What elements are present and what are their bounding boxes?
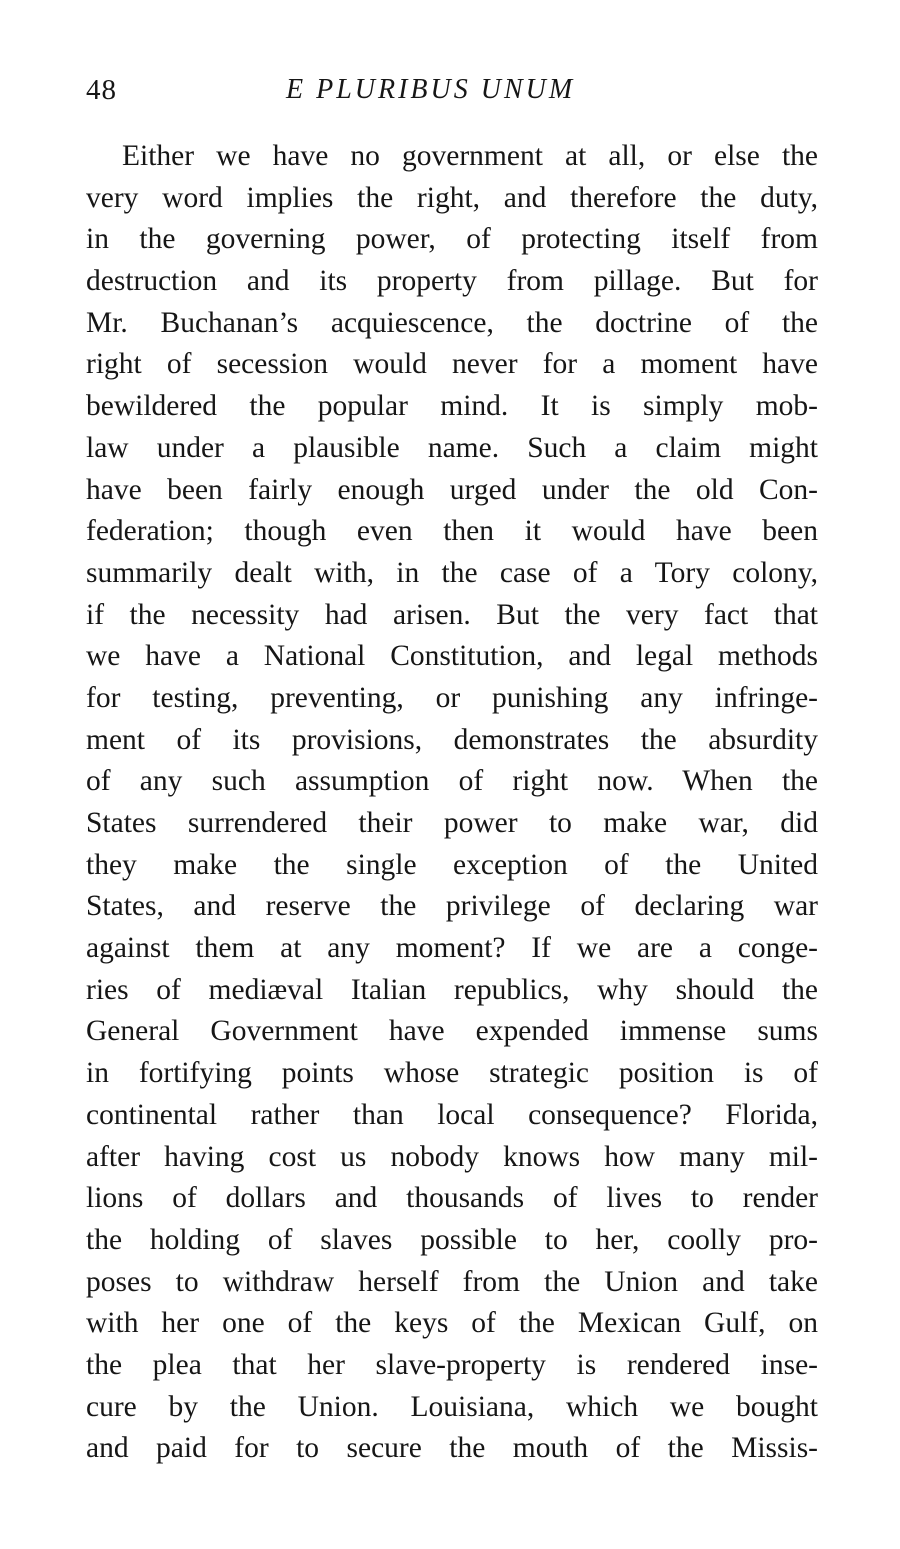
text-line: ries of mediæval Italian republics, why should the [86, 973, 818, 1006]
text-line: continental rather than local consequence? Florida, [86, 1098, 818, 1131]
text-line: ment of its provisions, demonstrates the absurdity [86, 723, 818, 756]
text-line: with her one of the keys of the Mexican Gulf, on [86, 1307, 818, 1340]
text-line: law under a plausible name. Such a claim might [86, 431, 818, 464]
text-line: very word implies the right, and therefore the duty, [86, 181, 818, 214]
text-line: States, and reserve the privilege of declaring war [86, 890, 818, 923]
running-head [86, 74, 826, 118]
text-line: after having cost us nobody knows how many mil- [86, 1140, 818, 1173]
text-line: right of secession would never for a moment have [86, 348, 818, 381]
text-line: destruction and its property from pillage. But for [86, 265, 818, 298]
text-line: Either we have no government at all, or else the [122, 140, 818, 172]
text-line: have been fairly enough urged under the old Con- [86, 473, 818, 506]
text-line: we have a National Constitution, and legal methods [86, 640, 818, 673]
text-line: Mr. Buchanan’s acquiescence, the doctrine of the [86, 306, 818, 339]
text-line: and paid for to secure the mouth of the Missis- [86, 1432, 818, 1465]
text-line: poses to withdraw herself from the Union and take [86, 1265, 818, 1298]
text-line: for testing, preventing, or punishing any infringe- [86, 681, 818, 714]
text-line: the holding of slaves possible to her, coolly pro- [86, 1223, 818, 1256]
text-line: summarily dealt with, in the case of a Tory colony, [86, 556, 818, 589]
text-line: bewildered the popular mind. It is simply mob- [86, 390, 818, 423]
text-line: the plea that her slave-property is rendered inse- [86, 1348, 818, 1381]
text-line: they make the single exception of the United [86, 848, 818, 881]
running-title: E PLURIBUS UNUM [286, 74, 576, 105]
text-line: cure by the Union. Louisiana, which we bought [86, 1390, 818, 1423]
text-line: if the necessity had arisen. But the very fact that [86, 598, 818, 631]
page-number: 48 [86, 74, 117, 106]
text-line: federation; though even then it would have been [86, 515, 818, 548]
text-line: in the governing power, of protecting itself from [86, 223, 818, 256]
text-line: in fortifying points whose strategic position is of [86, 1057, 818, 1090]
body-text [86, 136, 818, 1470]
text-line: States surrendered their power to make war, did [86, 807, 818, 839]
text-line: against them at any moment? If we are a conge- [86, 932, 818, 965]
text-line: of any such assumption of right now. When the [86, 765, 818, 798]
text-line: lions of dollars and thousands of lives to render [86, 1182, 818, 1215]
text-line: General Government have expended immense sums [86, 1015, 818, 1048]
